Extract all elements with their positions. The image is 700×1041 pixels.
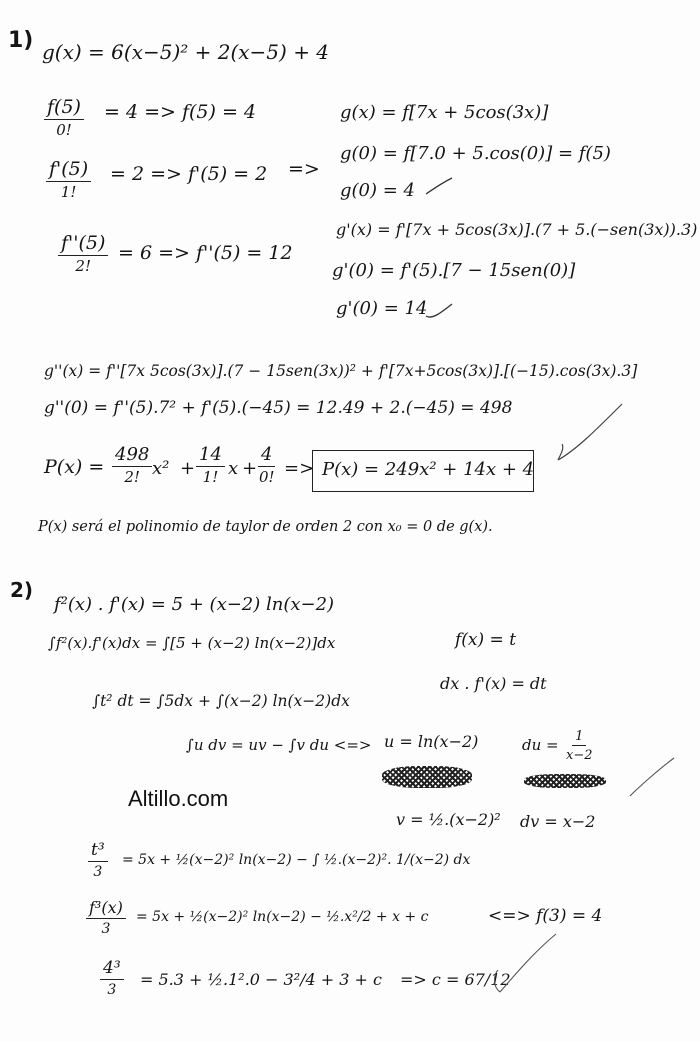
du-fraction: [566, 730, 593, 762]
poly-term-1: [112, 446, 152, 486]
right-line-5: g'(0) = f'(5).[7 − 15sen(0)]: [332, 260, 576, 281]
initial-condition: <=> f(3) = 4: [488, 906, 603, 926]
check-mark: [424, 176, 454, 200]
substitution-1: f(x) = t: [455, 630, 517, 650]
frac-den: 2!: [75, 256, 91, 275]
frac-f5: [44, 98, 84, 139]
frac-f1-5: [46, 160, 91, 201]
step1-rest: = 5x + ½(x−2)² ln(x−2) − ∫ ½.(x−2)². 1/(x−2) dx: [122, 852, 471, 868]
frac-num: t³: [88, 842, 108, 862]
row2-rest: = 2 => f'(5) = 2: [110, 163, 268, 185]
poly-prefix: P(x) =: [44, 456, 105, 478]
second-derivative-at-zero: g''(0) = f''(5).7² + f'(5).(−45) = 12.49 + 2.(−45) = 498: [44, 398, 513, 418]
frac-den: 3: [107, 981, 117, 998]
substitution-2: dx . f'(x) = dt: [440, 674, 547, 693]
frac-num: 14: [196, 446, 225, 467]
frac-num: 4³: [100, 960, 124, 980]
frac-num: 1: [572, 730, 586, 746]
implies-arrow: =>: [284, 458, 315, 479]
conclusion-text: P(x) será el polinomio de taylor de orden 2 con x₀ = 0 de g(x).: [38, 519, 493, 535]
constant-result: => c = 67/12: [400, 970, 511, 989]
frac-den: 3: [101, 920, 111, 937]
poly-term-2: [196, 446, 225, 486]
frac-num: f(5): [44, 98, 84, 120]
row1-rest: = 4 => f(5) = 4: [104, 101, 256, 123]
step2-fraction: [86, 900, 126, 936]
v-definition: v = ½.(x−2)²: [396, 810, 501, 829]
frac-den: 1!: [202, 467, 219, 486]
frac-den: 2!: [124, 467, 140, 486]
parts-formula: ∫u dv = uv − ∫v du <=>: [186, 736, 372, 754]
scribbled-out-text: [524, 774, 606, 788]
right-line-6: g'(0) = 14: [336, 298, 428, 319]
frac-f2-5: [58, 234, 108, 275]
problem-1-label: 1): [8, 28, 34, 53]
step3-rest: = 5.3 + ½.1².0 − 3²/4 + 3 + c: [140, 970, 383, 989]
poly-var: x: [228, 458, 239, 479]
frac-num: f'(5): [46, 160, 91, 182]
right-line-1: g(x) = f[7x + 5cos(3x)]: [340, 102, 549, 123]
integral-setup: ∫f²(x).f'(x)dx = ∫[5 + (x−2) ln(x−2)]dx: [48, 634, 336, 652]
frac-den: 0!: [56, 120, 72, 139]
dv-definition: dv = x−2: [520, 812, 596, 831]
check-mark: [628, 756, 678, 800]
row3-rest: = 6 => f''(5) = 12: [118, 242, 293, 264]
poly-term-3: [258, 446, 275, 486]
u-definition: u = ln(x−2): [384, 732, 479, 751]
frac-den: x−2: [566, 747, 593, 763]
right-line-3: g(0) = 4: [340, 180, 415, 201]
implies-arrow: =>: [288, 158, 320, 180]
right-line-2: g(0) = f[7.0 + 5.cos(0)] = f(5): [340, 143, 611, 164]
second-derivative: g''(x) = f''[7x 5cos(3x)].(7 − 15sen(3x))² + f'[7x+5cos(3x)].[(−15).cos(3x).3]: [44, 362, 638, 380]
frac-num: 498: [112, 446, 152, 467]
du-lhs: du =: [522, 736, 559, 754]
integral-split: ∫t² dt = ∫5dx + ∫(x−2) ln(x−2)dx: [92, 692, 350, 710]
frac-num: f''(5): [58, 234, 108, 256]
poly-var: x²: [152, 458, 170, 479]
frac-den: 0!: [258, 467, 275, 486]
step1-fraction: [88, 842, 108, 880]
step2-rest: = 5x + ½(x−2)² ln(x−2) − ½.x²/2 + x + c: [136, 909, 429, 925]
check-mark: [424, 300, 454, 322]
frac-den: 1!: [60, 182, 77, 201]
given-function: g(x) = 6(x−5)² + 2(x−5) + 4: [42, 40, 330, 64]
frac-num: f³(x): [86, 900, 126, 919]
frac-num: 4: [258, 446, 275, 467]
check-mark: [490, 930, 560, 1002]
watermark: Altillo.com: [128, 786, 229, 811]
plus-sign: +: [242, 458, 258, 479]
check-mark: [556, 400, 626, 470]
right-line-4: g'(x) = f'[7x + 5cos(3x)].(7 + 5.(−sen(3x)).3): [336, 220, 698, 239]
problem-2-label: 2): [10, 578, 34, 602]
taylor-polynomial-result: P(x) = 249x² + 14x + 4: [322, 459, 535, 480]
plus-sign: +: [180, 458, 196, 479]
scribbled-out-text: [382, 766, 472, 788]
step3-fraction: [100, 960, 124, 998]
equation-2: f²(x) . f'(x) = 5 + (x−2) ln(x−2): [54, 594, 335, 615]
frac-den: 3: [93, 863, 103, 880]
